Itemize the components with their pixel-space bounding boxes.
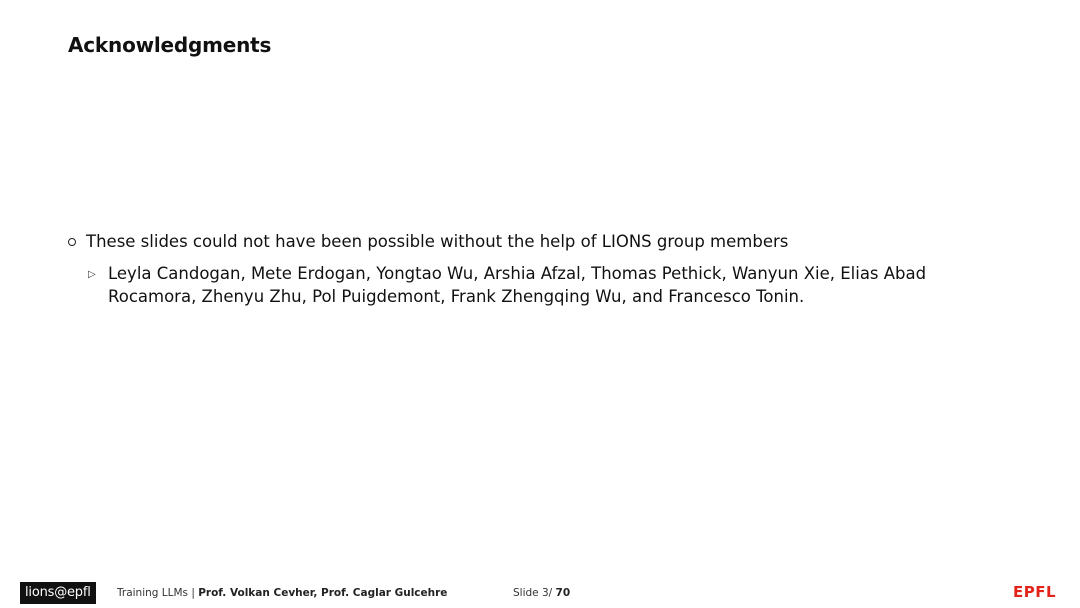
bullet-item [68,230,1008,253]
slide-number [513,587,570,599]
course-title: Training LLMs | [117,587,195,599]
sub-bullet-text: Leyla Candogan, Mete Erdogan, Yongtao Wu, Arshia Afzal, Thomas Pethick, Wanyun Xie, Elias Abad Rocamora, Zhenyu Zhu, Pol Puigdemont, Frank Zhengqing Wu, and Francesco Tonin. [108,264,927,306]
slide-current: 3/ [541,587,553,599]
bullet-text: These slides could not have been possible without the help of LIONS group members [86,232,789,251]
slide-total: 70 [555,587,571,599]
slide-content [68,230,1008,308]
lions-epfl-logo: lions@epfl [20,582,96,604]
circle-bullet-icon [68,238,76,246]
slide-label: Slide [513,587,539,599]
triangle-bullet-icon: ▷ [88,269,96,280]
footer-course-info [117,587,447,599]
sub-bullet-item [88,262,1008,308]
course-authors: Prof. Volkan Cevher, Prof. Caglar Gulcehre [198,587,448,599]
slide-footer [0,580,1080,608]
slide-title: Acknowledgments [68,33,272,57]
epfl-logo: EPFL [1013,583,1057,601]
